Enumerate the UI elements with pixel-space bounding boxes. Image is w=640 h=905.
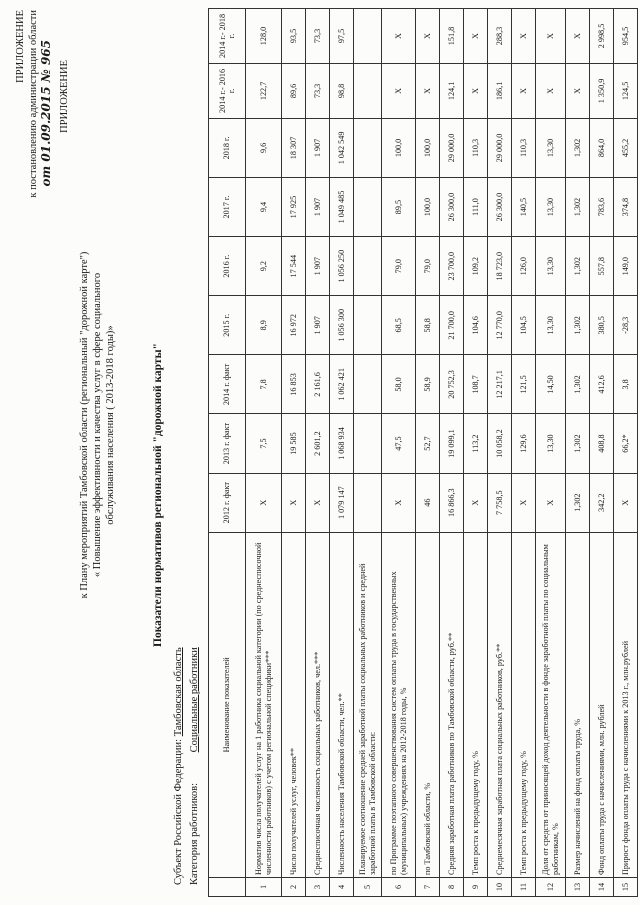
indicator-value: 104,5 bbox=[512, 296, 536, 355]
indicator-value: 18 307 bbox=[282, 118, 306, 177]
indicator-value: 113,2 bbox=[464, 414, 488, 473]
indicator-value: 104,6 bbox=[464, 296, 488, 355]
indicator-value: 1 062 421 bbox=[330, 355, 354, 414]
indicator-value: 97,5 bbox=[330, 9, 354, 64]
indicator-value: 110,3 bbox=[464, 118, 488, 177]
indicator-value: 121,5 bbox=[512, 355, 536, 414]
indicator-value: 26 300,0 bbox=[440, 177, 464, 236]
indicator-value: 7,5 bbox=[246, 414, 282, 473]
indicator-value: 1 079 147 bbox=[330, 473, 354, 532]
row-number: 13 bbox=[566, 878, 590, 897]
table-row bbox=[282, 9, 306, 897]
indicator-value: -28,3 bbox=[614, 296, 638, 355]
row-number: 5 bbox=[354, 878, 382, 897]
category-label: Категория работников: bbox=[189, 782, 200, 885]
indicator-name: Среднемесячная заработная плата социальных работников, руб.** bbox=[488, 532, 512, 877]
row-number: 6 bbox=[382, 878, 416, 897]
indicator-value: 98,8 bbox=[330, 63, 354, 118]
row-number: 3 bbox=[306, 878, 330, 897]
subject-row bbox=[172, 647, 185, 885]
indicator-value: 1,302 bbox=[566, 355, 590, 414]
indicator-value: 140,5 bbox=[512, 177, 536, 236]
subject-value: Тамбовская область bbox=[173, 647, 184, 737]
column-header: 2014 г.- 2016 г. bbox=[209, 63, 246, 118]
indicator-value: 126,0 bbox=[512, 237, 536, 296]
indicator-value: 1 907 bbox=[306, 296, 330, 355]
indicator-value: 1,302 bbox=[566, 414, 590, 473]
indicator-value bbox=[354, 237, 382, 296]
indicator-value: 110,3 bbox=[512, 118, 536, 177]
row-number: 15 bbox=[614, 878, 638, 897]
indicator-value: 111,0 bbox=[464, 177, 488, 236]
indicator-value: 124,5 bbox=[614, 63, 638, 118]
indicator-value: 20 752,3 bbox=[440, 355, 464, 414]
indicator-value: 288,3 bbox=[488, 9, 512, 64]
row-number: 8 bbox=[440, 878, 464, 897]
document-title: Показатели нормативов региональной "дорожной карты" bbox=[152, 343, 164, 647]
row-number: 2 bbox=[282, 878, 306, 897]
indicator-value: 9,2 bbox=[246, 237, 282, 296]
indicator-value: 374,8 bbox=[614, 177, 638, 236]
indicator-value: 342,2 bbox=[590, 473, 614, 532]
indicator-value: 3,8 bbox=[614, 355, 638, 414]
indicator-value: Х bbox=[382, 63, 416, 118]
row-number: 1 bbox=[246, 878, 282, 897]
table-row bbox=[246, 9, 282, 897]
indicator-value bbox=[354, 9, 382, 64]
indicator-value: 954,5 bbox=[614, 9, 638, 64]
indicator-value: 124,1 bbox=[440, 63, 464, 118]
column-header: 2015 г. bbox=[209, 296, 246, 355]
appendix-label-1: ПРИЛОЖЕНИЕ bbox=[15, 10, 26, 83]
indicator-value: 1,302 bbox=[566, 177, 590, 236]
indicators-table bbox=[208, 8, 638, 897]
indicator-value: 412,6 bbox=[590, 355, 614, 414]
indicator-value: Х bbox=[566, 63, 590, 118]
indicator-value: 89,5 bbox=[382, 177, 416, 236]
plan-line-1: к Плану мероприятий Тамбовской области (региональный "дорожной карте") bbox=[79, 251, 90, 599]
row-number: 10 bbox=[488, 878, 512, 897]
indicator-value: 9,6 bbox=[246, 118, 282, 177]
indicator-name: Темп роста к предыдущему году, % bbox=[464, 532, 488, 877]
indicator-value: 128,0 bbox=[246, 9, 282, 64]
column-header: 2016 г. bbox=[209, 237, 246, 296]
indicator-name: по Программе поэтапного совершенствования систем оплаты труда в государственных (муниципальных) учреждениях на 2012-2018 годы, % bbox=[382, 532, 416, 877]
indicator-value: 108,7 bbox=[464, 355, 488, 414]
indicator-value: 186,1 bbox=[488, 63, 512, 118]
indicator-name: Число получателей услуг, человек** bbox=[282, 532, 306, 877]
row-number: 7 bbox=[416, 878, 440, 897]
category-row bbox=[188, 647, 201, 885]
table-row bbox=[464, 9, 488, 897]
indicator-value: 783,6 bbox=[590, 177, 614, 236]
indicator-value: 149,0 bbox=[614, 237, 638, 296]
column-header: 2017 г. bbox=[209, 177, 246, 236]
indicator-value: 1 907 bbox=[306, 177, 330, 236]
indicator-value bbox=[354, 355, 382, 414]
indicator-value: 100,0 bbox=[416, 177, 440, 236]
indicator-value: Х bbox=[382, 9, 416, 64]
indicator-value: 1 056 250 bbox=[330, 237, 354, 296]
indicator-value: 380,5 bbox=[590, 296, 614, 355]
table-row bbox=[488, 9, 512, 897]
plan-line-2: « Повышение эффективности и качества услуг в сфере социального bbox=[92, 272, 103, 578]
indicator-value: 151,8 bbox=[440, 9, 464, 64]
indicator-value bbox=[354, 118, 382, 177]
column-header: 2013 г. факт bbox=[209, 414, 246, 473]
table-row bbox=[590, 9, 614, 897]
indicator-value bbox=[354, 414, 382, 473]
indicator-value: 455,2 bbox=[614, 118, 638, 177]
indicator-value: 73,3 bbox=[306, 63, 330, 118]
indicator-value: 8,9 bbox=[246, 296, 282, 355]
indicator-value: 13,30 bbox=[536, 177, 566, 236]
indicator-value: Х bbox=[512, 473, 536, 532]
indicator-value: Х bbox=[536, 473, 566, 532]
indicator-value: Х bbox=[382, 473, 416, 532]
row-number: 4 bbox=[330, 878, 354, 897]
indicator-name: Численность населения Тамбовской области, чел.** bbox=[330, 532, 354, 877]
indicator-value: 1,302 bbox=[566, 118, 590, 177]
indicator-value: 46 bbox=[416, 473, 440, 532]
indicator-value: 7,8 bbox=[246, 355, 282, 414]
indicator-value: 52,7 bbox=[416, 414, 440, 473]
indicator-value: 68,5 bbox=[382, 296, 416, 355]
indicator-value: 2 601,2 bbox=[306, 414, 330, 473]
row-number: 9 bbox=[464, 878, 488, 897]
table-row bbox=[306, 9, 330, 897]
decree-handwritten: от 01.09.2015 № 965 bbox=[39, 40, 53, 187]
indicator-value: 109,2 bbox=[464, 237, 488, 296]
row-number: 14 bbox=[590, 878, 614, 897]
indicator-value: 26 300,0 bbox=[488, 177, 512, 236]
plan-line-3: обслуживания населения ( 2013-2018 годы)» bbox=[105, 325, 116, 525]
indicator-value: 73,3 bbox=[306, 9, 330, 64]
appendix-label-2: ПРИЛОЖЕНИЕ bbox=[59, 60, 70, 133]
indicator-name: Прирост фонда оплаты труда с начислениями к 2013 г., млн.рублей bbox=[614, 532, 638, 877]
indicator-value: Х bbox=[464, 63, 488, 118]
table-header-row bbox=[209, 9, 246, 897]
table-row bbox=[354, 9, 382, 897]
indicator-value: 12 217,1 bbox=[488, 355, 512, 414]
indicator-value: 1,302 bbox=[566, 237, 590, 296]
subject-label: Субъект Российской Федерации: bbox=[173, 738, 184, 885]
indicator-value: 29 000,0 bbox=[440, 118, 464, 177]
indicator-value: 21 700,0 bbox=[440, 296, 464, 355]
indicator-value: 17 925 bbox=[282, 177, 306, 236]
column-header: 2014 г.- 2018 г. bbox=[209, 9, 246, 64]
indicator-value: Х bbox=[464, 9, 488, 64]
indicator-value: 12 770,0 bbox=[488, 296, 512, 355]
indicator-value: Х bbox=[416, 9, 440, 64]
row-number: 11 bbox=[512, 878, 536, 897]
indicator-value: 1 907 bbox=[306, 237, 330, 296]
table-row bbox=[416, 9, 440, 897]
indicator-value: 1,302 bbox=[566, 473, 590, 532]
indicator-name: Фонд оплаты труда с начислениями, млн. рублей bbox=[590, 532, 614, 877]
indicator-value: Х bbox=[512, 9, 536, 64]
indicator-value: 79,0 bbox=[416, 237, 440, 296]
indicator-value: 16 853 bbox=[282, 355, 306, 414]
table-row bbox=[512, 9, 536, 897]
indicator-value: 100,0 bbox=[416, 118, 440, 177]
indicator-value: 7 758,5 bbox=[488, 473, 512, 532]
decree-line: к постановлению администрации области bbox=[28, 10, 39, 198]
column-header: 2014 г. факт bbox=[209, 355, 246, 414]
table-row bbox=[614, 9, 638, 897]
indicator-value: 89,6 bbox=[282, 63, 306, 118]
indicator-name: Размер начислений на фонд оплаты труда, % bbox=[566, 532, 590, 877]
indicator-value: 17 544 bbox=[282, 237, 306, 296]
indicator-value: 47,5 bbox=[382, 414, 416, 473]
indicator-value: Х bbox=[536, 9, 566, 64]
indicator-value: 100,0 bbox=[382, 118, 416, 177]
indicator-value: 1 350,9 bbox=[590, 63, 614, 118]
indicator-name: Среднесписочная численность социальных работников, чел.*** bbox=[306, 532, 330, 877]
indicator-value bbox=[354, 473, 382, 532]
indicator-value: 29 000,0 bbox=[488, 118, 512, 177]
row-number: 12 bbox=[536, 878, 566, 897]
indicator-value: 122,7 bbox=[246, 63, 282, 118]
column-header: Наименование показателей bbox=[209, 532, 246, 877]
indicator-value: 16 972 bbox=[282, 296, 306, 355]
indicator-value: 19 585 bbox=[282, 414, 306, 473]
indicator-value: 864,0 bbox=[590, 118, 614, 177]
indicator-name: Норматив числа получателей услуг на 1 работника социальной категории (по среднесписочной численности работников) с учетом региональной специфики*** bbox=[246, 532, 282, 877]
indicator-value: 14,50 bbox=[536, 355, 566, 414]
indicator-value: Х bbox=[614, 473, 638, 532]
indicator-name: Доля от средств от приносящей доход деятельности в фонде заработной платы по социальным работникам, % bbox=[536, 532, 566, 877]
indicator-value: 18 723,0 bbox=[488, 237, 512, 296]
indicator-value: 1,302 bbox=[566, 296, 590, 355]
indicator-value: Х bbox=[416, 63, 440, 118]
indicator-value: 13,30 bbox=[536, 414, 566, 473]
table-row bbox=[382, 9, 416, 897]
indicator-name: Планируемое соотношение средней заработной платы социальных работников и средней заработной платы в Тамбовской области: bbox=[354, 532, 382, 877]
table-row bbox=[440, 9, 464, 897]
indicator-value: 66,2* bbox=[614, 414, 638, 473]
indicator-value: 1 068 934 bbox=[330, 414, 354, 473]
indicator-value: 408,8 bbox=[590, 414, 614, 473]
indicator-value: Х bbox=[512, 63, 536, 118]
indicator-value: Х bbox=[536, 63, 566, 118]
indicator-name: Темп роста к предыдущему году, % bbox=[512, 532, 536, 877]
indicator-value bbox=[354, 63, 382, 118]
indicator-value: Х bbox=[246, 473, 282, 532]
indicator-value: 58,9 bbox=[416, 355, 440, 414]
indicator-value: 13,30 bbox=[536, 118, 566, 177]
indicator-value bbox=[354, 296, 382, 355]
indicator-value: 2 998,5 bbox=[590, 9, 614, 64]
indicator-value: 2 161,6 bbox=[306, 355, 330, 414]
indicator-value: 79,0 bbox=[382, 237, 416, 296]
indicator-value: 13,30 bbox=[536, 296, 566, 355]
indicator-value: 93,5 bbox=[282, 9, 306, 64]
table-row bbox=[536, 9, 566, 897]
column-header: 2018 г. bbox=[209, 118, 246, 177]
indicator-value: 19 099,1 bbox=[440, 414, 464, 473]
indicator-value: Х bbox=[282, 473, 306, 532]
indicator-value: 9,4 bbox=[246, 177, 282, 236]
indicator-value: 557,8 bbox=[590, 237, 614, 296]
table-row bbox=[330, 9, 354, 897]
indicator-value: 1 042 549 bbox=[330, 118, 354, 177]
table-row bbox=[566, 9, 590, 897]
indicator-value: 10 058,2 bbox=[488, 414, 512, 473]
indicator-value: 13,30 bbox=[536, 237, 566, 296]
column-header: 2012 г. факт bbox=[209, 473, 246, 532]
indicator-value: 1 049 485 bbox=[330, 177, 354, 236]
indicator-value: 129,6 bbox=[512, 414, 536, 473]
indicator-value: 16 866,3 bbox=[440, 473, 464, 532]
indicator-value: 1 907 bbox=[306, 118, 330, 177]
indicator-value: 23 700,0 bbox=[440, 237, 464, 296]
indicator-value bbox=[354, 177, 382, 236]
indicator-value: Х bbox=[566, 9, 590, 64]
indicator-value: 58,8 bbox=[416, 296, 440, 355]
indicator-value: Х bbox=[464, 473, 488, 532]
category-value: Социальные работники bbox=[189, 647, 200, 753]
column-header bbox=[209, 878, 246, 897]
indicator-value: 1 056 300 bbox=[330, 296, 354, 355]
indicator-value: 58,0 bbox=[382, 355, 416, 414]
indicator-name: по Тамбовской области, % bbox=[416, 532, 440, 877]
indicator-name: Средняя заработная плата работников по Тамбовской области, руб.** bbox=[440, 532, 464, 877]
indicator-value: Х bbox=[306, 473, 330, 532]
